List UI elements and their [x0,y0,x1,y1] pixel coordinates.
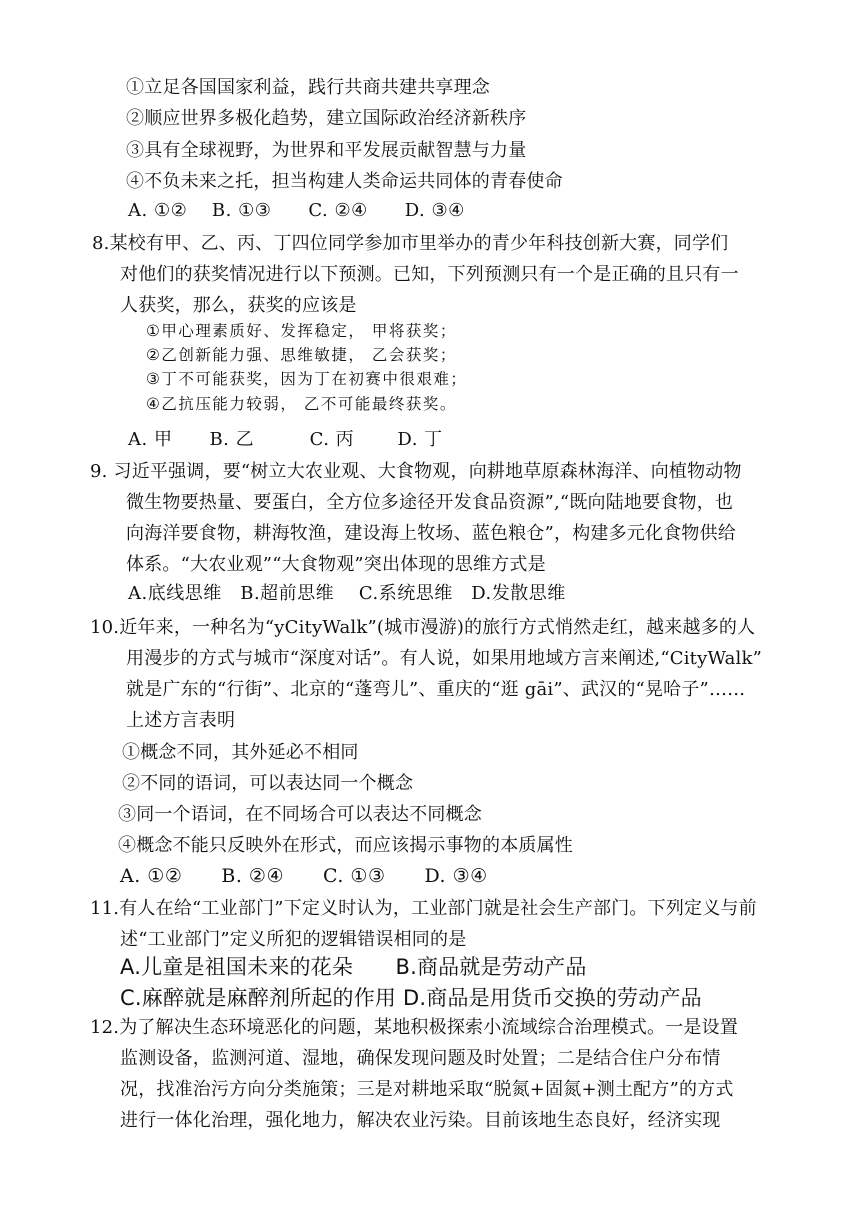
q8-item-1: ①甲心理素质好、发挥稳定， 甲将获奖； [146,322,457,340]
q10-stem-line-1: 10.近年来，一种名为“yCityWalk”(城市漫游)的旅行方式悄然走红，越来越多的人 [90,617,756,638]
q12-stem-line-2: 监测设备，监测河道、湿地，确保发现问题及时处置；二是结合住户分布情 [120,1048,721,1069]
q8-options: A. 甲 B. 乙 C. 丙 D. 丁 [128,429,443,450]
q8-item-4: ④乙抗压能力较弱， 乙不可能最终获奖。 [146,395,457,413]
q10-stem-line-3: 就是广东的“行街”、北京的“蓬弯儿”、重庆的“逛 gāi”、武汉的“晃哈子”…… [126,679,746,700]
q9-options: A.底线思维 B.超前思维 C.系统思维 D.发散思维 [128,583,566,604]
q10-stem-line-2: 用漫步的方式与城市“深度对话”。有人说，如果用地域方言来阐述,“CityWalk” [126,648,762,669]
q8-stem-line-3: 人获奖，那么，获奖的应该是 [120,295,357,316]
q7-item-4: ④不负未来之托，担当构建人类命运共同体的青春使命 [126,171,563,192]
q10-options: A. ①② B. ②④ C. ①③ D. ③④ [120,865,488,887]
q12-stem-line-4: 进行一体化治理，强化地力，解决农业污染。目前该地生态良好，经济实现 [120,1110,721,1131]
q9-stem-line-4: 体系。“大农业观”“大食物观”突出体现的思维方式是 [126,554,546,575]
q10-item-2: ②不同的语词，可以表达同一个概念 [122,773,414,794]
q7-options: A. ①② B. ①③ C. ②④ D. ③④ [128,200,465,221]
q11-stem-line-1: 11.有人在给“工业部门”下定义时认为，工业部门就是社会生产部门。下列定义与前 [90,898,757,919]
q8-item-2: ②乙创新能力强、思维敏捷， 乙会获奖； [146,346,457,364]
q9-stem-line-3: 向海洋要食物，耕海牧渔，建设海上牧场、蓝色粮仓”，构建多元化食物供给 [126,523,736,544]
q8-stem-line-2: 对他们的获奖情况进行以下预测。已知，下列预测只有一个是正确的且只有一 [120,264,739,285]
q10-stem-line-4: 上述方言表明 [126,710,236,731]
q7-item-3: ③具有全球视野，为世界和平发展贡献智慧与力量 [126,140,527,161]
q11-options-line-2: C.麻醉就是麻醉剂所起的作用 D.商品是用货币交换的劳动产品 [120,986,702,1010]
q10-item-1: ①概念不同，其外延必不相同 [122,742,359,763]
q8-item-3: ③丁不可能获奖，因为丁在初赛中很艰难； [146,370,468,388]
q12-stem-line-1: 12.为了解决生态环境恶化的问题，某地积极探索小流域综合治理模式。一是设置 [90,1017,739,1038]
q7-item-2: ②顺应世界多极化趋势，建立国际政治经济新秩序 [126,108,527,129]
q7-item-1: ①立足各国国家利益，践行共商共建共享理念 [126,77,490,98]
q8-stem-line-1: 8.某校有甲、乙、丙、丁四位同学参加市里举办的青少年科技创新大赛，同学们 [92,233,729,254]
q10-item-4: ④概念不能只反映外在形式，而应该揭示事物的本质属性 [118,835,573,856]
q12-stem-line-3: 况，找准治污方向分类施策；三是对耕地采取“脱氮+固氮+测土配方”的方式 [120,1079,734,1100]
q10-item-3: ③同一个语词，在不同场合可以表达不同概念 [118,804,482,825]
q9-stem-line-1: 9. 习近平强调，要“树立大农业观、大食物观，向耕地草原森林海洋、向植物动物 [90,461,742,482]
q11-options-line-1: A.儿童是祖国未来的花朵 B.商品就是劳动产品 [120,955,587,979]
q11-stem-line-2: 述“工业部门”定义所犯的逻辑错误相同的是 [120,929,467,950]
q9-stem-line-2: 微生物要热量、要蛋白，全方位多途径开发食品资源”,“既向陆地要食物，也 [126,492,734,513]
